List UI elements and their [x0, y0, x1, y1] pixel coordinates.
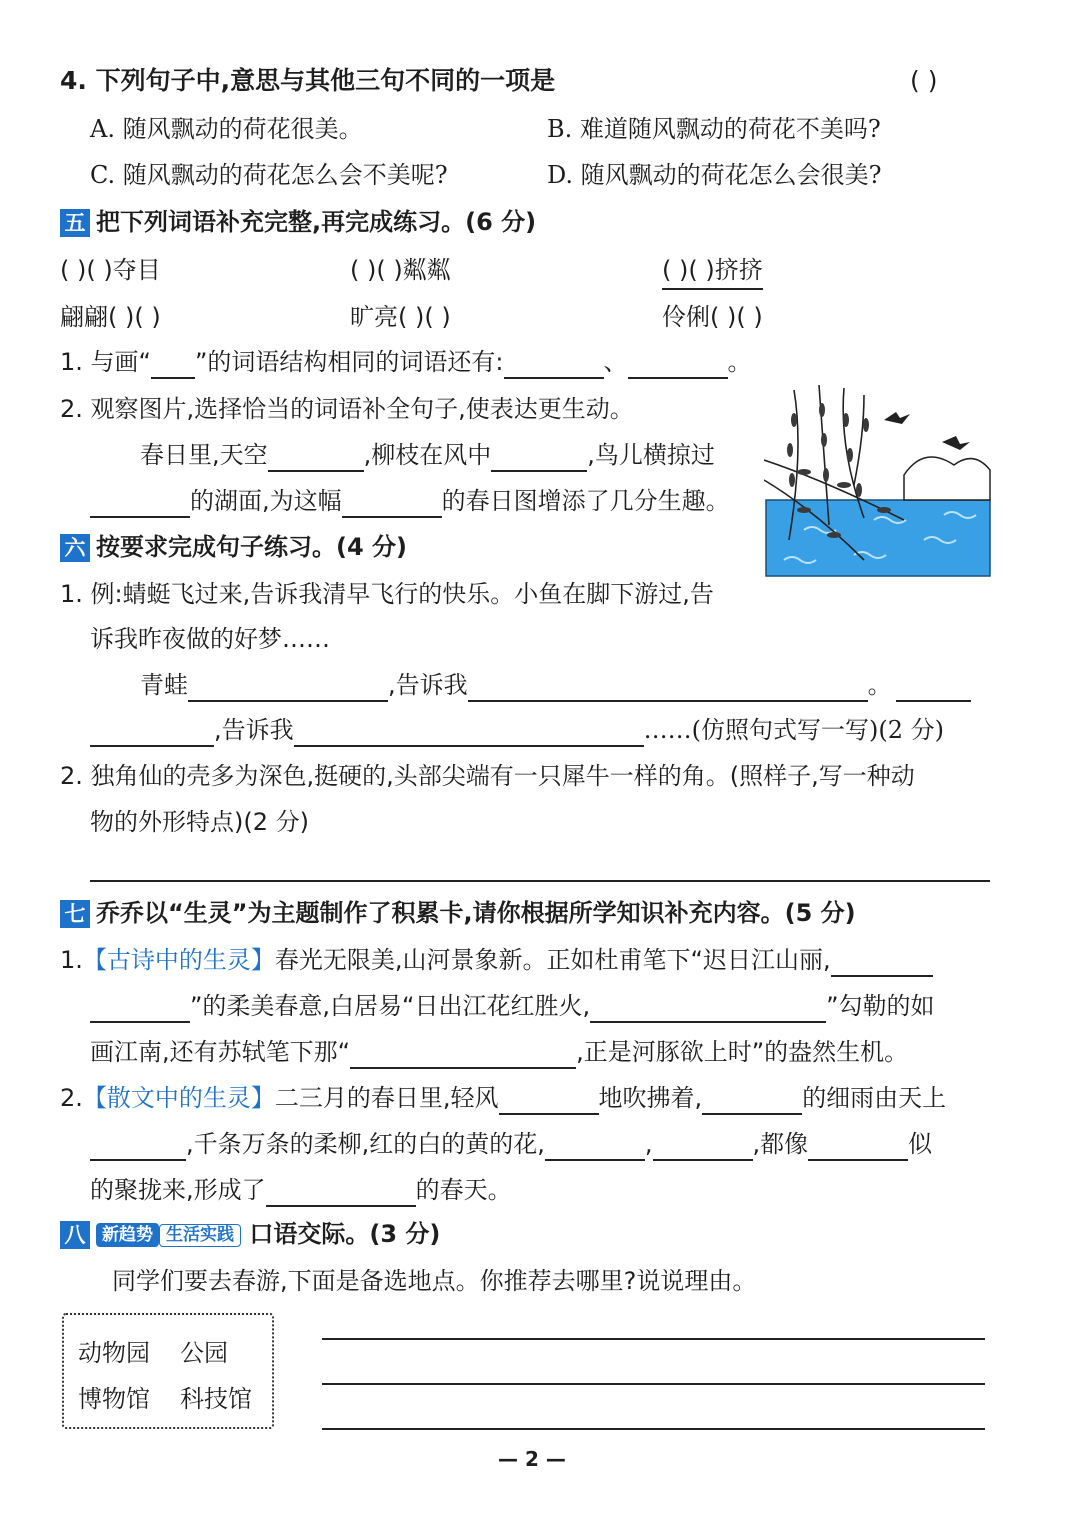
word-fill-5: 旷亮( )( ) — [350, 303, 451, 331]
q2-number: 2. — [60, 1084, 83, 1112]
q4-option-b: B. 难道随风飘动的荷花不美吗? — [547, 115, 881, 143]
section-6-q2-line1: 2. 独角仙的壳多为深色,挺硬的,头部尖端有一只犀牛一样的角。(照样子,写一种动 — [60, 762, 915, 790]
section-5-q1 — [60, 345, 752, 379]
sky-blank[interactable] — [268, 444, 364, 472]
cloud — [904, 457, 990, 500]
q2-text-8: 的春天。 — [415, 1176, 512, 1204]
section-7-number: 七 — [60, 900, 90, 928]
place-museum: 博物馆 — [78, 1385, 150, 1413]
section-5-heading — [60, 205, 536, 239]
flower-blank-2[interactable] — [653, 1133, 753, 1161]
life-practice-tag: 生活实践 — [159, 1224, 241, 1247]
section-5-title: 把下列词语补充完整,再完成练习。(6 分) — [96, 208, 537, 236]
rain-verb-blank[interactable] — [90, 1133, 186, 1161]
word-fill-2: ( )( )粼粼 — [350, 256, 451, 284]
spring-blank[interactable] — [266, 1179, 416, 1207]
section-6-example-line1: 1. 例:蜻蜓飞过来,告诉我清早飞行的快乐。小鱼在脚下游过,告 — [60, 580, 714, 608]
breeze-blank[interactable] — [499, 1087, 599, 1115]
q1-separator: 、 — [603, 348, 628, 376]
sentence-part-a: 春日里,天空 — [140, 441, 268, 469]
section-7-q1-line2 — [90, 989, 935, 1023]
q1-text-2: ”的柔美春意,白居易“日出江花红胜火, — [190, 992, 591, 1020]
q2-text-3: 的细雨由天上 — [802, 1084, 947, 1112]
q2-comma: , — [644, 1130, 653, 1158]
place-park: 公园 — [180, 1339, 228, 1367]
period: 。 — [867, 671, 892, 699]
q1-text-1: 春光无限美,山河景象新。正如杜甫笔下“迟日江山丽, — [274, 946, 831, 974]
new-trend-tag: 新趋势 — [96, 1223, 159, 1247]
bird-2 — [942, 436, 970, 450]
sentence-part-d: 的湖面,为这幅 — [190, 487, 342, 515]
places-box — [62, 1313, 274, 1429]
q4-option-a: A. 随风飘动的荷花很美。 — [90, 115, 363, 143]
section-6-answer-line[interactable] — [90, 880, 990, 882]
section-5-number: 五 — [60, 209, 90, 237]
frog-subject: 青蛙 — [140, 671, 188, 699]
imitation-instruction: ……(仿照句式写一写)(2 分) — [643, 716, 944, 744]
sentence-part-c: ,鸟儿横掠过 — [587, 441, 715, 469]
section-6-imitation-line2 — [90, 713, 944, 747]
lake-blank[interactable] — [90, 490, 190, 518]
q2-text-4: ,千条万条的柔柳,红的白的黄的花, — [186, 1130, 545, 1158]
place-science-museum: 科技馆 — [180, 1385, 252, 1413]
place-zoo: 动物园 — [78, 1339, 150, 1367]
su-shi-blank[interactable] — [350, 1041, 576, 1069]
sentence-part-b: ,柳枝在风中 — [363, 441, 492, 469]
section-7-q2-line1 — [60, 1081, 946, 1115]
q4-prompt: 4. 下列句子中,意思与其他三句不同的一项是 — [60, 66, 556, 95]
section-8-heading — [60, 1217, 440, 1251]
section-6-imitation-line1 — [140, 668, 971, 702]
q4-option-d: D. 随风飘动的荷花怎么会很美? — [547, 161, 882, 189]
word-fill-1: ( )( )夺目 — [60, 256, 161, 284]
rain-blank[interactable] — [702, 1087, 802, 1115]
q2-text-5: ,都像 — [752, 1130, 809, 1158]
q1-text-5: ,正是河豚欲上时”的盎然生机。 — [576, 1038, 909, 1066]
section-8-number: 八 — [60, 1221, 90, 1249]
q1-text-4: 画江南,还有苏轼笔下那“ — [90, 1038, 351, 1066]
q1-sample-underline — [151, 351, 195, 379]
q4-option-c: C. 随风飘动的荷花怎么会不美呢? — [90, 161, 448, 189]
word-fill-6: 伶俐( )( ) — [662, 303, 763, 331]
section-7-q1-line1 — [60, 943, 933, 977]
section-6-number: 六 — [60, 534, 90, 562]
q2-text-7: 的聚拢来,形成了 — [90, 1176, 266, 1204]
q1-answer-blank-2[interactable] — [628, 351, 728, 379]
section-6-q2-line2: 物的外形特点)(2 分) — [90, 808, 309, 836]
section-8-title: 口语交际。(3 分) — [249, 1220, 441, 1248]
picture-blank[interactable] — [342, 490, 442, 518]
answer-line-1[interactable] — [322, 1338, 985, 1340]
section-7-q2-line3 — [90, 1173, 512, 1207]
section-7-title: 乔乔以“生灵”为主题制作了积累卡,请你根据所学知识补充内容。(5 分) — [96, 899, 856, 927]
frog-tell-blank[interactable] — [468, 674, 868, 702]
frog-action-blank[interactable] — [188, 674, 388, 702]
q1-answer-blank-1[interactable] — [504, 351, 604, 379]
second-tell-blank[interactable] — [294, 719, 644, 747]
prose-tag: 【散文中的生灵】 — [82, 1084, 275, 1112]
q1-middle: ”的词语结构相同的词语还有: — [194, 348, 504, 376]
flower-blank-1[interactable] — [545, 1133, 645, 1161]
tell-me-1: ,告诉我 — [388, 671, 468, 699]
q2-text-2: 地吹拂着, — [598, 1084, 703, 1112]
section-8-prompt: 同学们要去春游,下面是备选地点。你推荐去哪里?说说理由。 — [112, 1267, 757, 1295]
word-fill-3-underlined: ( )( )挤挤 — [662, 253, 763, 290]
q1-prefix: 1. 与画“ — [60, 348, 151, 376]
tell-me-2: ,告诉我 — [214, 716, 294, 744]
section-7-q1-line3 — [90, 1035, 908, 1069]
q2-text-1: 二三月的春日里,轻风 — [274, 1084, 499, 1112]
sentence-part-e: 的春日图增添了几分生趣。 — [441, 487, 730, 515]
word-fill-4: 翩翩( )( ) — [60, 303, 161, 331]
section-5-q2: 2. 观察图片,选择恰当的词语补全句子,使表达更生动。 — [60, 395, 634, 423]
section-6-title: 按要求完成句子练习。(4 分) — [96, 533, 407, 561]
section-7-q2-line2 — [90, 1127, 932, 1161]
section-6-heading — [60, 530, 407, 564]
simile-blank[interactable] — [808, 1133, 908, 1161]
willow-blank[interactable] — [491, 444, 587, 472]
section-5-sentence-line1 — [140, 438, 715, 472]
q1-end: 。 — [727, 348, 752, 376]
bai-juyi-blank[interactable] — [590, 995, 826, 1023]
du-fu-blank-end[interactable] — [90, 995, 190, 1023]
answer-line-3[interactable] — [322, 1428, 985, 1430]
du-fu-blank-start[interactable] — [831, 949, 933, 977]
q1-text-3: ”勾勒的如 — [826, 992, 935, 1020]
ancient-poetry-tag: 【古诗中的生灵】 — [82, 946, 275, 974]
section-5-sentence-line2 — [90, 484, 730, 518]
bird-1 — [884, 412, 910, 424]
answer-line-2[interactable] — [322, 1383, 985, 1385]
second-action-blank[interactable] — [90, 719, 214, 747]
page-number: — 2 — — [498, 1447, 566, 1471]
section-6-example-line2: 诉我昨夜做的好梦…… — [90, 625, 330, 653]
q1-number: 1. — [60, 946, 83, 974]
q2-text-6: 似 — [908, 1130, 933, 1158]
section-7-heading — [60, 896, 856, 930]
q4-answer-bracket: ( ) — [910, 66, 938, 95]
second-subject-blank[interactable] — [896, 674, 971, 702]
willow-lake-illustration — [764, 380, 992, 578]
